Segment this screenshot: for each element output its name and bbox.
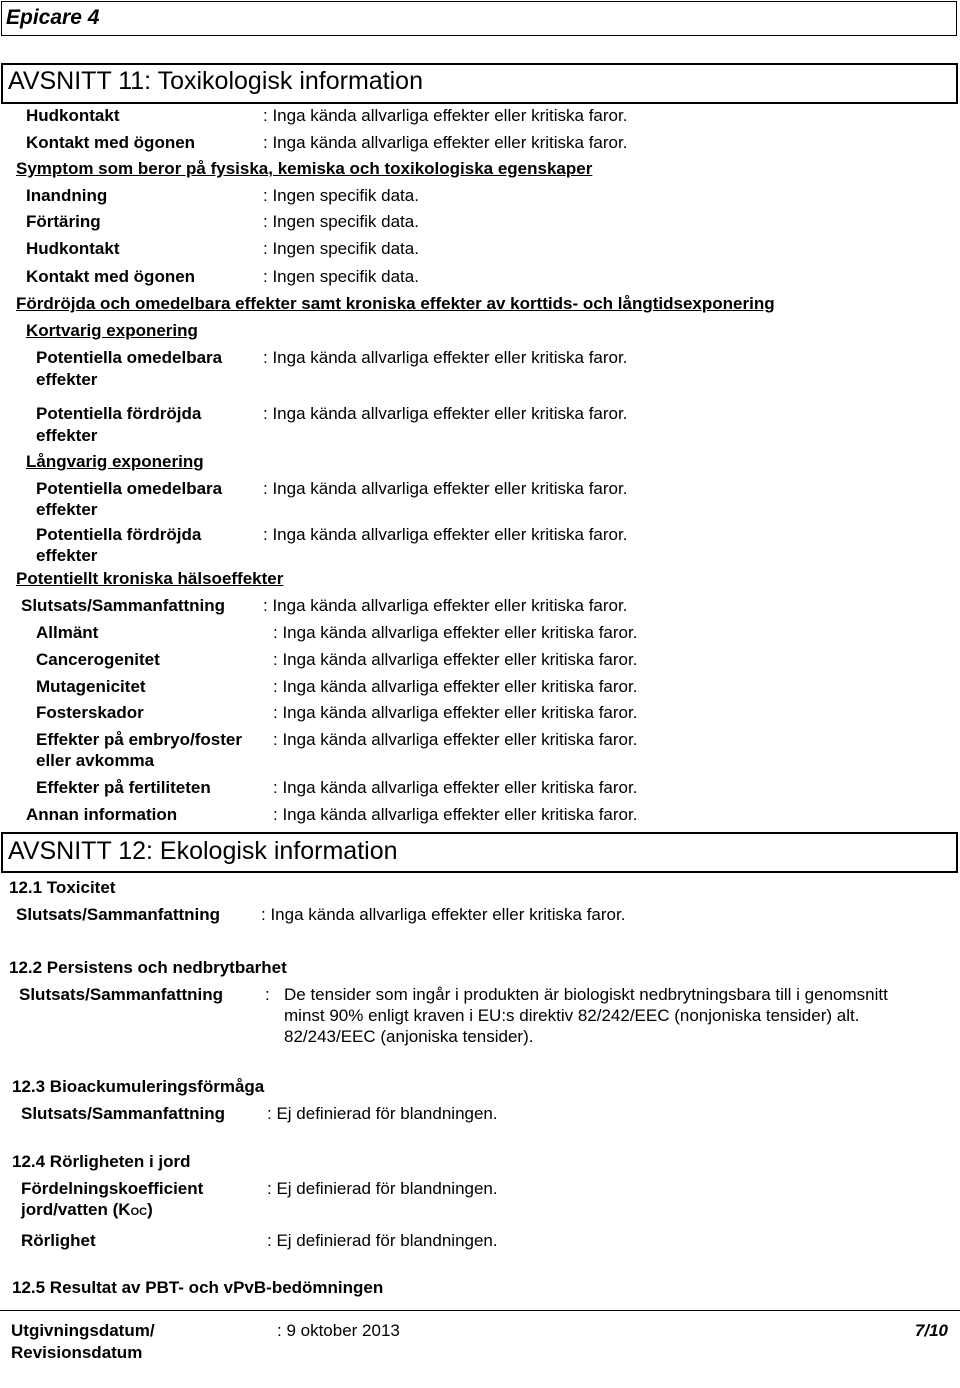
inhalation-value: : Ingen specifik data. <box>263 186 419 205</box>
pbt-heading: 12.5 Resultat av PBT- och vPvB-bedömningen <box>12 1278 384 1297</box>
fertility-label: Effekter på fertiliteten <box>36 778 211 797</box>
short-immediate-label-2: effekter <box>36 370 98 389</box>
teratogenicity-label: Fosterskador <box>36 703 144 722</box>
mobility-heading: 12.4 Rörligheten i jord <box>12 1152 191 1171</box>
product-name: Epicare 4 <box>6 6 100 29</box>
persistence-label: Slutsats/Sammanfattning <box>19 985 224 1004</box>
chronic-summary-label: Slutsats/Sammanfattning <box>21 596 226 615</box>
chronic-heading: Potentiellt kroniska hälsoeffekter <box>16 569 284 588</box>
symptoms-heading: Symptom som beror på fysiska, kemiska och toxikologiska egenskaper <box>16 159 593 178</box>
section-12-title: AVSNITT 12: Ekologisk information <box>8 837 398 865</box>
page-number: 7/10 <box>914 1321 948 1340</box>
persistence-line-1: De tensider som ingår i produkten är biologiskt nedbrytningsbara till i genomsnitt <box>284 985 888 1004</box>
other-info-value: : Inga kända allvarliga effekter eller kritiska faror. <box>273 805 638 824</box>
general-label: Allmänt <box>36 623 99 642</box>
section-11-title: AVSNITT 11: Toxikologisk information <box>8 67 423 95</box>
inhalation-label: Inandning <box>26 186 108 205</box>
toxicity-value: : Inga kända allvarliga effekter eller kritiska faror. <box>261 905 626 924</box>
footer-divider <box>0 1310 960 1311</box>
long-term-heading: Långvarig exponering <box>26 452 204 471</box>
embryo-label-1: Effekter på embryo/foster <box>36 730 242 749</box>
long-immediate-value: : Inga kända allvarliga effekter eller kritiska faror. <box>263 479 628 498</box>
footer-date-label-1: Utgivningsdatum/ <box>11 1321 155 1340</box>
bioaccumulation-label: Slutsats/Sammanfattning <box>21 1104 226 1123</box>
long-immediate-label-2: effekter <box>36 500 98 519</box>
eye-contact-value: : Inga kända allvarliga effekter eller kritiska faror. <box>263 133 628 152</box>
long-delayed-value: : Inga kända allvarliga effekter eller kritiska faror. <box>263 525 628 544</box>
persistence-heading: 12.2 Persistens och nedbrytbarhet <box>9 958 287 977</box>
short-immediate-value: : Inga kända allvarliga effekter eller kritiska faror. <box>263 348 628 367</box>
short-delayed-label-1: Potentiella fördröjda <box>36 404 202 423</box>
header-bar <box>1 1 957 36</box>
teratogenicity-value: : Inga kända allvarliga effekter eller kritiska faror. <box>273 703 638 722</box>
partition-value: : Ej definierad för blandningen. <box>267 1179 498 1198</box>
footer-date-label-2: Revisionsdatum <box>11 1343 143 1362</box>
other-info-label: Annan information <box>26 805 178 824</box>
short-delayed-value: : Inga kända allvarliga effekter eller kritiska faror. <box>263 404 628 423</box>
eye-label: Kontakt med ögonen <box>26 267 196 286</box>
ingestion-value: : Ingen specifik data. <box>263 212 419 231</box>
long-immediate-label-1: Potentiella omedelbara <box>36 479 223 498</box>
eye-contact-label: Kontakt med ögonen <box>26 133 196 152</box>
embryo-label-2: eller avkomma <box>36 751 155 770</box>
skin-contact-label: Hudkontakt <box>26 106 120 125</box>
toxicity-label: Slutsats/Sammanfattning <box>16 905 221 924</box>
footer-date-value: : 9 oktober 2013 <box>277 1321 400 1340</box>
delayed-heading: Fördröjda och omedelbara effekter samt kroniska effekter av korttids- och långtidsexponering <box>16 294 775 313</box>
mutagenicity-label: Mutagenicitet <box>36 677 146 696</box>
fertility-value: : Inga kända allvarliga effekter eller kritiska faror. <box>273 778 638 797</box>
skin-value: : Ingen specifik data. <box>263 239 419 258</box>
mutagenicity-value: : Inga kända allvarliga effekter eller kritiska faror. <box>273 677 638 696</box>
short-term-heading: Kortvarig exponering <box>26 321 198 340</box>
mobility-value: : Ej definierad för blandningen. <box>267 1231 498 1250</box>
embryo-value: : Inga kända allvarliga effekter eller kritiska faror. <box>273 730 638 749</box>
long-delayed-label-2: effekter <box>36 546 98 565</box>
mobility-label: Rörlighet <box>21 1231 96 1250</box>
persistence-line-2: minst 90% enligt kraven i EU:s direktiv 82/242/EEC (nonjoniska tensider) alt. <box>284 1006 860 1025</box>
partition-label-1: Fördelningskoefficient <box>21 1179 204 1198</box>
chronic-summary-value: : Inga kända allvarliga effekter eller kritiska faror. <box>263 596 628 615</box>
skin-label: Hudkontakt <box>26 239 120 258</box>
bioaccumulation-value: : Ej definierad för blandningen. <box>267 1104 498 1123</box>
skin-contact-value: : Inga kända allvarliga effekter eller kritiska faror. <box>263 106 628 125</box>
persistence-colon: : <box>265 985 270 1004</box>
persistence-line-3: 82/243/EEC (anjoniska tensider). <box>284 1027 534 1046</box>
short-delayed-label-2: effekter <box>36 426 98 445</box>
long-delayed-label-1: Potentiella fördröjda <box>36 525 202 544</box>
partition-label-2: jord/vatten (KOC) <box>21 1200 153 1219</box>
carcinogenicity-value: : Inga kända allvarliga effekter eller kritiska faror. <box>273 650 638 669</box>
eye-value: : Ingen specifik data. <box>263 267 419 286</box>
short-immediate-label-1: Potentiella omedelbara <box>36 348 223 367</box>
carcinogenicity-label: Cancerogenitet <box>36 650 160 669</box>
ingestion-label: Förtäring <box>26 212 101 231</box>
toxicity-heading: 12.1 Toxicitet <box>9 878 116 897</box>
general-value: : Inga kända allvarliga effekter eller kritiska faror. <box>273 623 638 642</box>
bioaccumulation-heading: 12.3 Bioackumuleringsförmåga <box>12 1077 265 1096</box>
